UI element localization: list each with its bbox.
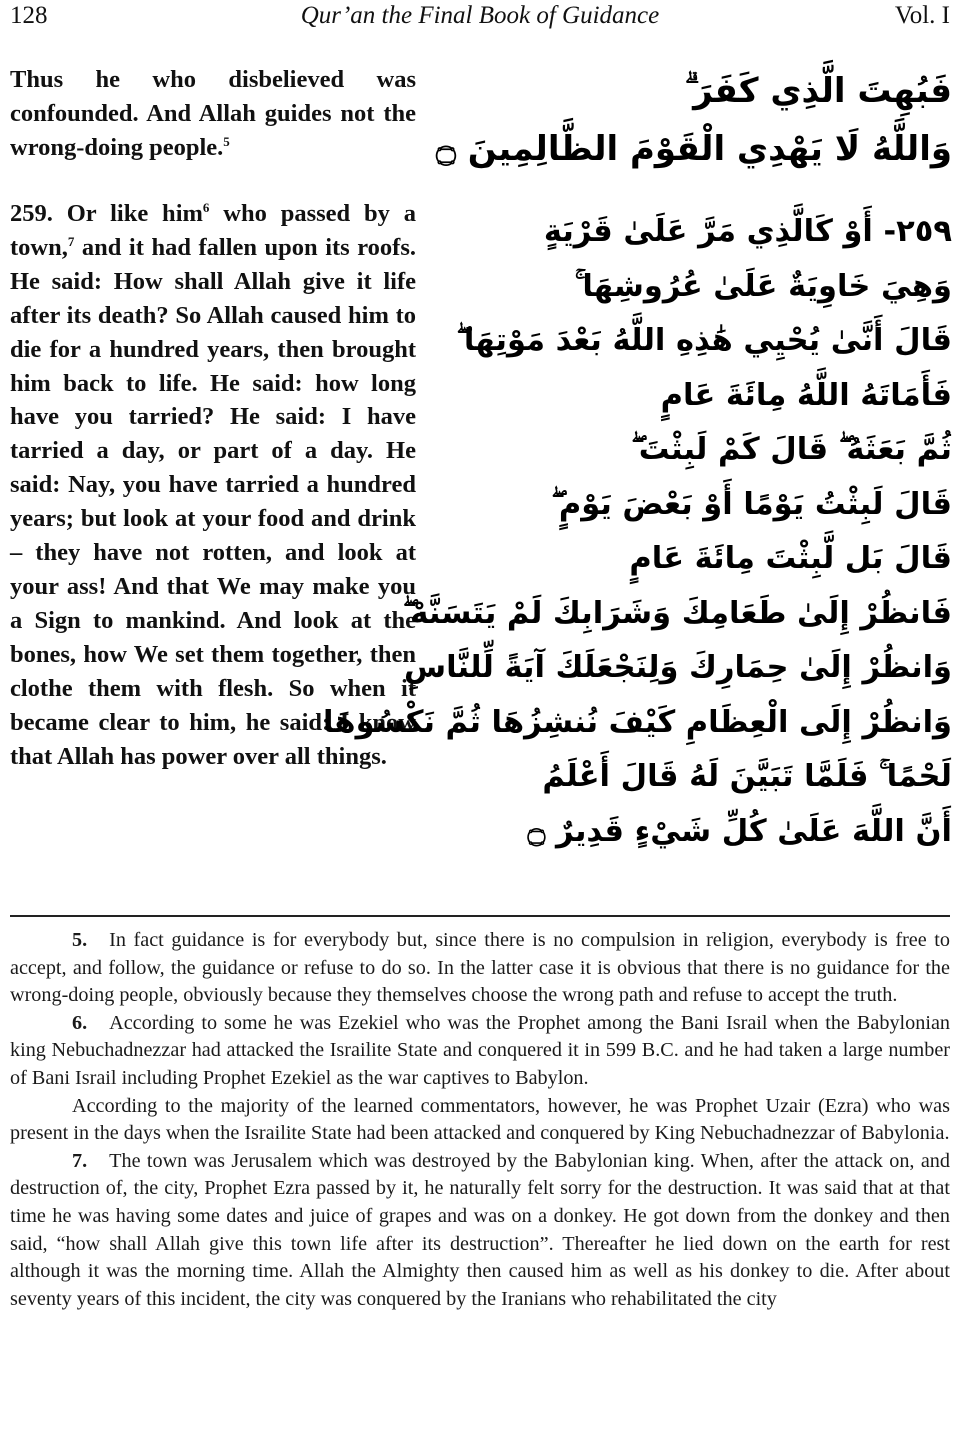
verse-text: 259. Or like him — [10, 200, 203, 227]
footnote-marker: 7 — [67, 233, 75, 249]
verse-text: Thus he who disbelieved was confounded. And Allah guides not the wrong-doing people. — [10, 66, 416, 161]
arabic-line: فَبُهِتَ الَّذِي كَفَرَ ۗ — [684, 71, 952, 111]
volume-label: Vol. I — [894, 2, 950, 29]
arabic-line: لَحْمًا ۚ فَلَمَّا تَبَيَّنَ لَهُ قَالَ أَعْلَمُ — [542, 759, 952, 794]
footnote-text: According to some he was Ezekiel who was the Prophet among the Bani Israil when the Babylonian king Nebuchadnezzar had attacked the Israilite State and conquered it in 599 B.C. and he had taken a large number of Bani Israil including Prophet Ezekiel as the war captives to Babylon. — [10, 1011, 950, 1089]
arabic-line: فَأَمَاتَهُ اللَّهُ مِائَةَ عَامٍ — [660, 377, 952, 413]
footnote-text: The town was Jerusalem which was destroyed by the Babylonian king. When, after the attack on, and destruction of, the city, Prophet Ezra passed by it, he naturally felt sorry for the destruction. It was said that at that time he was having some dates and juice of grapes and was on a donkey. He got down from the donkey and then said, “how shall Allah give this town life after its destruction”. Thereafter he lied down on the earth for rest although it was the morning time. Allah the Almighty then caused him as well as his donkey to die. After about seventy years of this incident, the city was conquered by the Iranians who rehabilitated the city — [10, 1149, 950, 1310]
arabic-line: ٢٥٩- أَوْ كَالَّذِي مَرَّ عَلَىٰ قَرْيَةٍ — [543, 214, 952, 249]
footnote-divider — [10, 915, 950, 917]
footnote-marker: 5 — [223, 133, 230, 149]
arabic-line: وَانظُرْ إِلَى الْعِظَامِ كَيْفَ نُنشِزُهَا ثُمَّ نَكْسُوهَا — [322, 704, 952, 740]
footnote — [10, 1010, 950, 1093]
footnote-number: 6. — [72, 1011, 88, 1034]
page-number: 128 — [10, 2, 48, 29]
verse-text: and it had fallen upon its roofs. He said: How shall Allah give it life after its death? So Allah caused him to die for a hundred years, then brought him back to life. He said: how long have you tarried? He said: I have tarried a day, or part of a day. He said: Nay, you have tarried a hundred years; but look at your food and drink – they have not rotten, and look at your ass! And that We may make you a Sign to mankind. And look at the bones, how We set them together, then clothe them with flesh. So when it became clear to him, he said: I know that Allah has power over all things. — [10, 233, 416, 770]
verse-arabic — [436, 62, 952, 178]
footnotes — [10, 927, 950, 1313]
verse-translation — [10, 197, 416, 773]
arabic-line: قَالَ بَل لَّبِثْتَ مِائَةَ عَامٍ — [629, 541, 952, 576]
footnote-number: 5. — [72, 929, 88, 951]
footnote — [10, 927, 950, 1010]
arabic-line: قَالَ أَنَّىٰ يُحْيِي هَٰذِهِ اللَّهُ بَعْدَ مَوْتِهَا ۖ — [456, 323, 952, 358]
arabic-line: ثُمَّ بَعَثَهُ ۖ قَالَ كَمْ لَبِثْتَ ۖ — [631, 432, 952, 467]
footnote-number: 7. — [72, 1149, 88, 1172]
arabic-line: فَانظُرْ إِلَىٰ طَعَامِكَ وَشَرَابِكَ لَمْ يَتَسَنَّهْ ۖ — [402, 595, 952, 631]
footnote — [10, 1148, 950, 1314]
footnote-text: In fact guidance is for everybody but, since there is no compulsion in religion, everybody is free to accept, and follow, the guidance or refuse to do so. In the latter case it is obvious that there is no guidance for the wrong-doing people, obviously because they themselves choose the wrong path and refuse to accept the truth. — [10, 929, 950, 1007]
footnote-text: According to the majority of the learned commentators, however, he was Prophet Uzair (Ezra) who was present in the days when the Israilite State had been attacked and conquered by King Nebuchadnezzar of Babylonia. — [10, 1094, 950, 1145]
arabic-line: وَانظُرْ إِلَىٰ حِمَارِكَ وَلِنَجْعَلَكَ آيَةً لِّلنَّاسِ — [403, 650, 952, 685]
verse-arabic — [322, 205, 952, 859]
verse-text: who passed by a town, — [10, 200, 416, 261]
arabic-line: وَاللَّهُ لَا يَهْدِي الْقَوْمَ الظَّالِمِينَ ۝ — [436, 129, 952, 169]
book-title: Qur’an the Final Book of Guidance — [300, 2, 660, 29]
footnote-marker: 6 — [202, 199, 210, 215]
arabic-line: أَنَّ اللَّهَ عَلَىٰ كُلِّ شَيْءٍ قَدِيرٌ ۝ — [527, 813, 952, 849]
arabic-line: وَهِيَ خَاوِيَةٌ عَلَىٰ عُرُوشِهَا ۚ — [574, 268, 952, 304]
arabic-line: قَالَ لَبِثْتُ يَوْمًا أَوْ بَعْضَ يَوْمٍ ۖ — [551, 486, 952, 522]
page-header — [10, 2, 950, 36]
footnote — [10, 1093, 950, 1148]
verse-translation — [10, 63, 416, 165]
